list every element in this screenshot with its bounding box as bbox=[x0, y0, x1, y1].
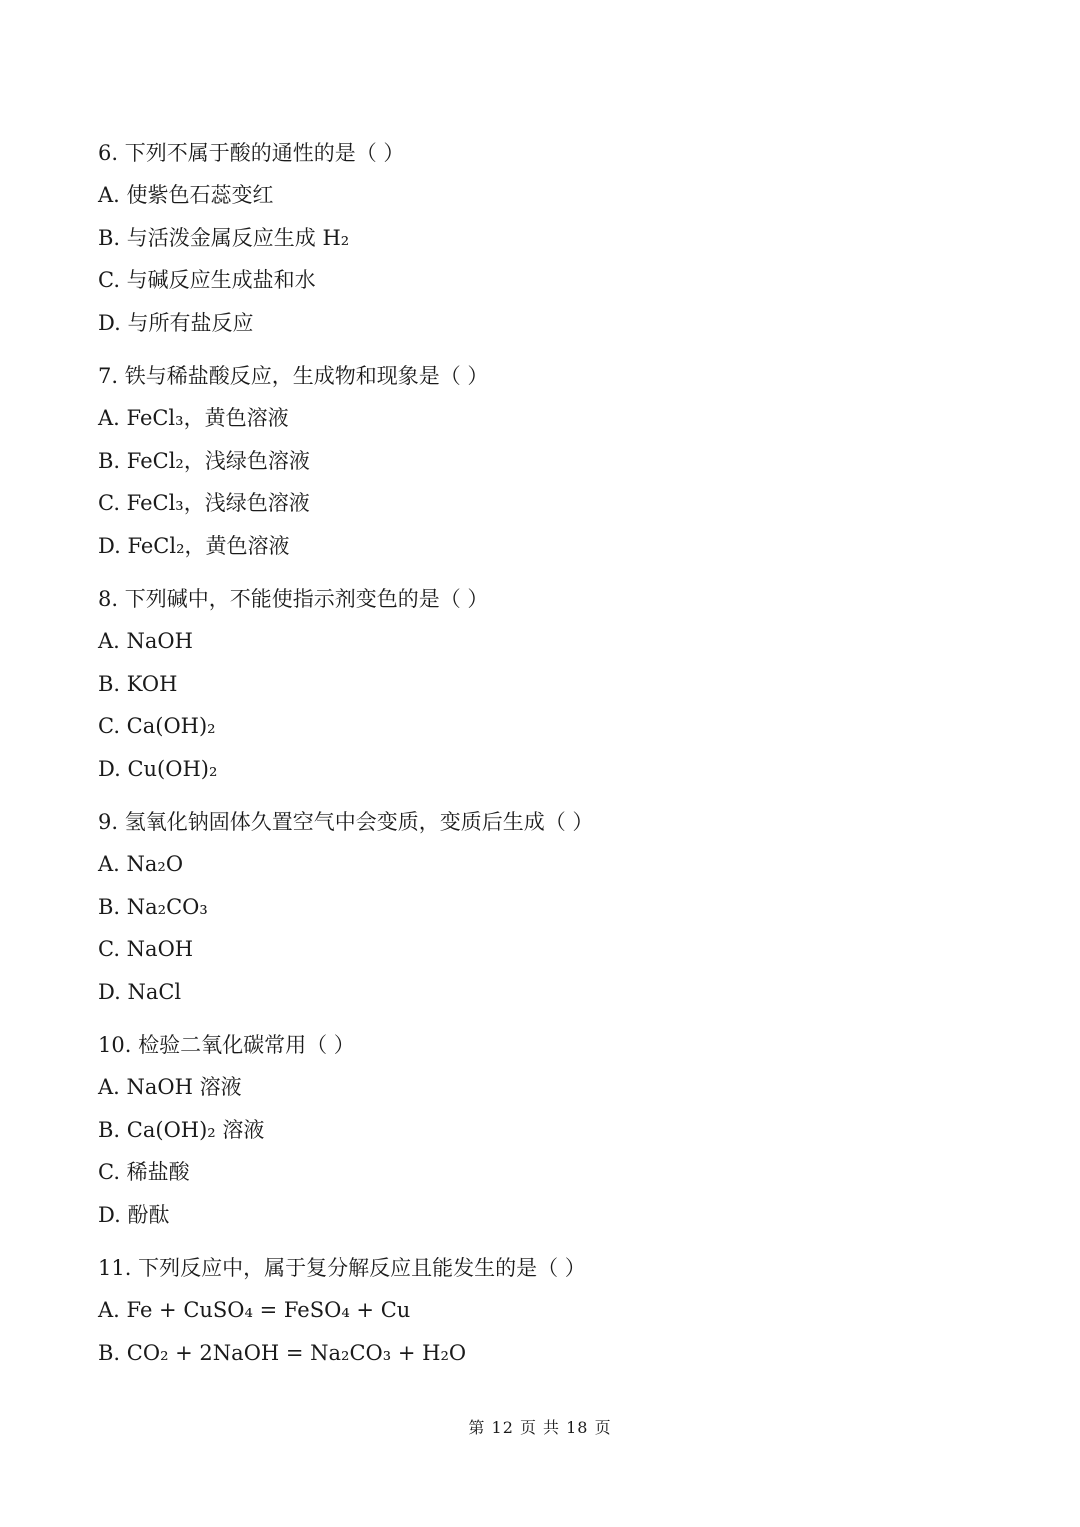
question-6 bbox=[98, 132, 998, 344]
page-number-footer: 第 12 页 共 18 页 bbox=[468, 1418, 612, 1437]
question-11 bbox=[98, 1247, 998, 1374]
question-stem: 9. 氢氧化钠固体久置空气中会变质，变质后生成（ ） bbox=[98, 810, 594, 834]
option-b: B. 与活泼金属反应生成 H₂ bbox=[98, 225, 350, 250]
option-b: B. Ca(OH)₂ 溶液 bbox=[98, 1117, 265, 1142]
question-9 bbox=[98, 801, 998, 1013]
option-a: A. NaOH 溶液 bbox=[98, 1075, 242, 1099]
option-c: C. NaOH bbox=[98, 937, 194, 961]
option-a: A. Na₂O bbox=[98, 852, 184, 876]
question-stem: 11. 下列反应中，属于复分解反应且能发生的是（ ） bbox=[98, 1256, 586, 1280]
option-c: C. 稀盐酸 bbox=[98, 1160, 190, 1184]
question-8 bbox=[98, 578, 998, 790]
option-d: D. 与所有盐反应 bbox=[98, 310, 254, 335]
question-stem: 6. 下列不属于酸的通性的是（ ） bbox=[98, 141, 405, 165]
option-c: C. 与碱反应生成盐和水 bbox=[98, 268, 316, 292]
option-a: A. NaOH bbox=[98, 629, 193, 653]
option-b: B. KOH bbox=[98, 671, 178, 696]
question-list bbox=[98, 132, 998, 1374]
option-d: D. 酚酞 bbox=[98, 1202, 170, 1227]
option-b: B. CO₂ + 2NaOH = Na₂CO₃ + H₂O bbox=[98, 1340, 467, 1365]
option-c: C. FeCl₃，浅绿色溶液 bbox=[98, 491, 310, 515]
option-b: B. FeCl₂，浅绿色溶液 bbox=[98, 448, 310, 473]
option-a: A. Fe + CuSO₄ = FeSO₄ + Cu bbox=[98, 1298, 411, 1322]
option-a: A. FeCl₃，黄色溶液 bbox=[98, 406, 289, 430]
option-d: D. NaCl bbox=[98, 979, 182, 1004]
option-b: B. Na₂CO₃ bbox=[98, 894, 208, 919]
option-d: D. Cu(OH)₂ bbox=[98, 756, 218, 781]
question-stem: 8. 下列碱中，不能使指示剂变色的是（ ） bbox=[98, 587, 489, 611]
question-10 bbox=[98, 1024, 998, 1236]
question-7 bbox=[98, 355, 998, 567]
question-stem: 10. 检验二氧化碳常用（ ） bbox=[98, 1033, 355, 1057]
option-d: D. FeCl₂，黄色溶液 bbox=[98, 533, 290, 558]
question-stem: 7. 铁与稀盐酸反应，生成物和现象是（ ） bbox=[98, 364, 489, 388]
option-a: A. 使紫色石蕊变红 bbox=[98, 183, 274, 207]
option-c: C. Ca(OH)₂ bbox=[98, 714, 216, 738]
